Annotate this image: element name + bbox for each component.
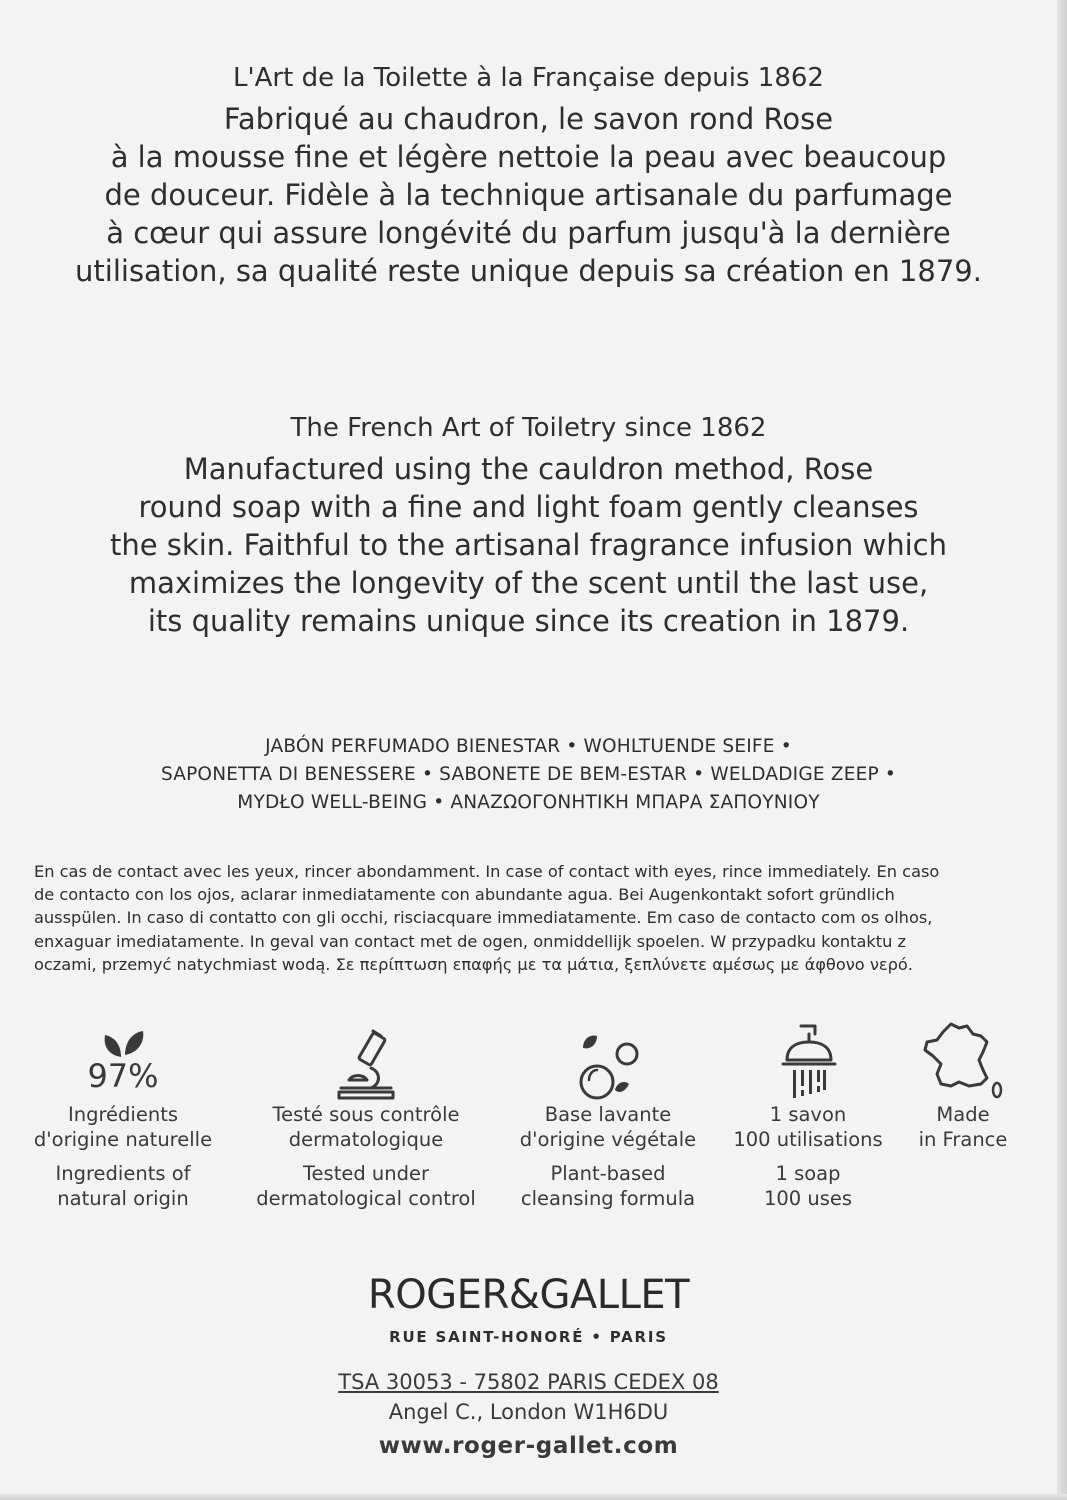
french-description bbox=[0, 60, 1057, 290]
feature-dermatological bbox=[246, 1020, 486, 1211]
microscope-icon bbox=[246, 1020, 486, 1102]
english-line: round soap with a fine and light foam gently cleanses bbox=[138, 490, 919, 524]
feature-en-line: Tested under bbox=[302, 1162, 430, 1185]
feature-fr-line: dermatologique bbox=[288, 1128, 444, 1151]
english-line: Manufactured using the cauldron method, Rose bbox=[183, 452, 874, 486]
feature-en-line: cleansing formula bbox=[520, 1187, 696, 1210]
feature-en-line: natural origin bbox=[57, 1187, 189, 1210]
warning-line: ausspülen. In caso di contatto con gli occhi, risciacquare immediatamente. Em caso de contacto com os olhos, bbox=[34, 908, 933, 928]
shower-icon bbox=[726, 1020, 890, 1102]
french-line: utilisation, sa qualité reste unique depuis sa création en 1879. bbox=[75, 254, 982, 288]
brand-logo: ROGER&GALLET bbox=[367, 1272, 690, 1318]
feature-en-line: dermatological control bbox=[256, 1187, 476, 1210]
feature-made-in-france bbox=[900, 1020, 1026, 1152]
address-line-paris: TSA 30053 - 75802 PARIS CEDEX 08 bbox=[338, 1370, 719, 1394]
feature-en-line: Plant-based bbox=[550, 1162, 666, 1185]
eye-contact-warning bbox=[34, 860, 1034, 976]
brand-subtitle: RUE SAINT-HONORÉ • PARIS bbox=[389, 1328, 668, 1346]
french-line: Fabriqué au chaudron, le savon rond Rose bbox=[223, 102, 834, 136]
warning-line: En cas de contact avec les yeux, rincer abondamment. In case of contact with eyes, rince immediately. En caso bbox=[34, 862, 940, 881]
warning-line: enxaguar imediatamente. In geval van contact met de ogen, onmiddellijk spoelen. W przypadku kontaktu z bbox=[34, 931, 906, 951]
leaves-icon bbox=[20, 1020, 226, 1102]
feature-fr-line: Ingrédients bbox=[67, 1103, 179, 1126]
english-line: the skin. Faithful to the artisanal fragrance infusion which bbox=[109, 528, 948, 562]
french-line: à cœur qui assure longévité du parfum jusqu'à la dernière bbox=[106, 216, 951, 250]
warning-line: de contacto con los ojos, aclarar inmediatamente con abundante agua. Bei Augenkontakt sofort gründlich bbox=[34, 885, 895, 905]
feature-icons-row bbox=[0, 1020, 1057, 1220]
feature-fr-line: in France bbox=[918, 1128, 1008, 1151]
product-name-translations bbox=[0, 733, 1057, 817]
box-right-edge bbox=[1057, 0, 1067, 1500]
english-line: its quality remains unique since its creation in 1879. bbox=[147, 604, 910, 638]
feature-fr-line: Testé sous contrôle bbox=[272, 1103, 460, 1126]
plant-bubbles-icon bbox=[506, 1020, 710, 1102]
feature-en-line: Ingredients of bbox=[55, 1162, 191, 1185]
feature-fr-line: Base lavante bbox=[544, 1103, 672, 1126]
feature-fr-line: Made bbox=[936, 1103, 990, 1126]
french-line: de douceur. Fidèle à la technique artisanale du parfumage bbox=[104, 178, 953, 212]
translation-line: JABÓN PERFUMADO BIENESTAR • WOHLTUENDE SEIFE • bbox=[265, 736, 792, 757]
feature-uses bbox=[726, 1020, 890, 1211]
english-title: The French Art of Toiletry since 1862 bbox=[290, 413, 767, 443]
feature-en-line: 1 soap bbox=[775, 1162, 841, 1185]
box-bottom-edge bbox=[0, 1494, 1067, 1500]
natural-percentage: 97% bbox=[87, 1057, 159, 1095]
france-map-icon bbox=[900, 1020, 1026, 1102]
feature-fr-line: d'origine végétale bbox=[519, 1128, 697, 1151]
brand-block bbox=[0, 1272, 1057, 1346]
english-line: maximizes the longevity of the scent until the last use, bbox=[128, 566, 929, 600]
french-title: L'Art de la Toilette à la Française depuis 1862 bbox=[233, 63, 824, 93]
feature-natural-ingredients bbox=[20, 1020, 226, 1211]
feature-fr-line: 1 savon bbox=[769, 1103, 847, 1126]
address-line-london: Angel C., London W1H6DU bbox=[388, 1400, 669, 1424]
feature-fr-line: 100 utilisations bbox=[733, 1128, 883, 1151]
translation-line: MYDŁO WELL-BEING • ΑΝΑΖΩΟΓΟΝΗΤΙΚΗ ΜΠΑΡΑ ΣΑΠΟΥΝΙΟΥ bbox=[237, 792, 820, 813]
feature-fr-line: d'origine naturelle bbox=[33, 1128, 213, 1151]
translation-line: SAPONETTA DI BENESSERE • SABONETE DE BEM-ESTAR • WELDADIGE ZEEP • bbox=[160, 764, 897, 785]
feature-en-line: 100 uses bbox=[763, 1187, 853, 1210]
address-block bbox=[0, 1367, 1057, 1459]
feature-plant-based bbox=[506, 1020, 710, 1211]
english-description bbox=[0, 410, 1057, 640]
warning-line: oczami, przemyć natychmiast wodą. Σε περίπτωση επαφής με τα μάτια, ξεπλύνετε αμέσως με άφθονο νερό. bbox=[34, 954, 913, 974]
website-link[interactable]: www.roger-gallet.com bbox=[378, 1433, 679, 1459]
french-line: à la mousse fine et légère nettoie la peau avec beaucoup bbox=[110, 140, 947, 174]
